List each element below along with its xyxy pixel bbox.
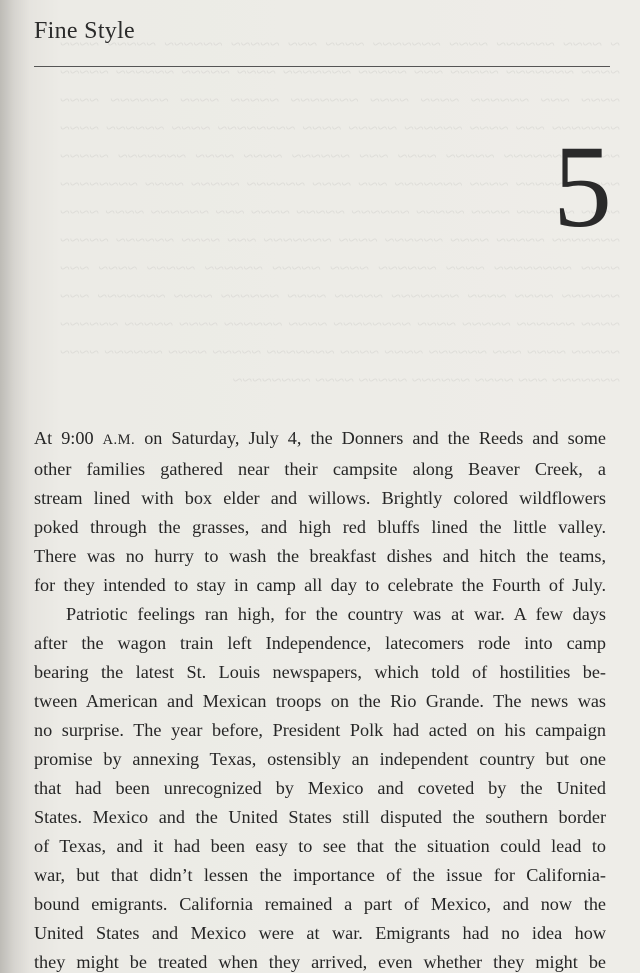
text-line: promise by annexing Texas, ostensibly an independent country but one [34, 749, 606, 769]
bleed-through-text: ~ ~~~~ ~~~~~~ ~~~~ ~~~~~~~ ~~~~ ~~~ ~~~~~ ~~~~~~ ~~~~~ ~~~~ ~~~~ ~~~~~~~ ~~~~~ ~~~ ~~~~~ ~~~~~~~ ~~~~ ~~~~~ ~~~~~~ ~~~~~ ~~~~ ~~~ ~~~~~~ ~~~~ ~~~~ ~~~~~~~ ~~~~~ ~~~~ ~~~~~~ ~~~~ ~~~~~~~ ~~~ ~~~~ ~~~~~~ ~~~~~ ~~~~ ~~~~~~~~ ~~~~ ~~~~~~ ~~~~ ~~~~~ ~~~~~~ ~~~~~ ~~~~ ~~~ ~~~~~~ ~~~~ ~~~~ ~~~~~~~ ~~~~~ ~~~~ ~~~~~~ ~~~~ ~~~~~~~ ~~~ ~~~~ ~~~~~~ ~~~~~ ~~~~ ~~~~~~~~ ~~~~ ~~~~~~ ~~~~ ~~~~~ ~~~~~~ ~~~~~ ~~~~ ~~~ ~~~~~~ ~~~~ ~~~~ ~~~~~~~ ~~~~~ ~~~~ ~~~~~~ ~~~~ ~~~~~~~ ~~~ ~~~~ ~~~~~~ ~~~~~ ~~~~ ~~~~~~~~ ~~~~ ~~~~~~ ~~~~ ~~~~~ ~~~~~~ ~~~~~ ~~~~ ~~~ ~~~~~~ ~~~~ ~~~~ ~~~~~~~ ~~~~~ ~~~~ ~~~~~~ ~~~~ ~~~~~~~ ~~~ ~~~~ ~~~~~~ ~~~~~ ~~~~ ~~~~~~~~ ~~~~ ~~~~~~ ~~~~ ~~~~~ ~~~~~~ ~~~~~ ~~~~ ~~~ ~~~~~~ ~~~~ ~~~~ ~~~~~~~ ~~~~~ ~~~~ ~~~~~~ ~~~~ ~~~~~~~ ~~~ ~~~~ ~~~~~~ ~~~~~ ~~~~ ~~~~~~~~ [60, 34, 620, 390]
header-rule [34, 66, 610, 67]
text-line: At 9:00 A.M. on Saturday, July 4, the Donners and the Reeds and some [34, 428, 606, 448]
text-line: they might be treated when they arrived, even whether they might be [34, 952, 606, 972]
text-line: that had been unrecognized by Mexico and coveted by the United [34, 778, 606, 798]
text-line: There was no hurry to wash the breakfast dishes and hitch the teams, [34, 546, 606, 566]
text-line: bearing the latest St. Louis newspapers, which told of hostilities be- [34, 662, 606, 682]
text-line: for they intended to stay in camp all day to celebrate the Fourth of July. [34, 575, 606, 595]
text-line: of Texas, and it had been easy to see that the situation could lead to [34, 836, 606, 856]
text-line: bound emigrants. California remained a part of Mexico, and now the [34, 894, 606, 914]
text-line: no surprise. The year before, President Polk had acted on his campaign [34, 720, 606, 740]
text-line: Patriotic feelings ran high, for the country was at war. A few days [66, 604, 606, 624]
paragraph [34, 600, 606, 973]
text-line: United States and Mexico were at war. Emigrants had no idea how [34, 923, 606, 943]
body-text [34, 424, 606, 973]
paragraph [34, 424, 606, 600]
chapter-number: 5 [553, 121, 612, 252]
text-line: other families gathered near their campsite along Beaver Creek, a [34, 459, 606, 479]
text-line: after the wagon train left Independence, latecomers rode into camp [34, 633, 606, 653]
text-line: poked through the grasses, and high red bluffs lined the little valley. [34, 517, 606, 537]
text-line: stream lined with box elder and willows. Brightly colored wildflowers [34, 488, 606, 508]
text-line: tween American and Mexican troops on the Rio Grande. The news was [34, 691, 606, 711]
text-line: States. Mexico and the United States still disputed the southern border [34, 807, 606, 827]
text-line: war, but that didn’t lessen the importance of the issue for California- [34, 865, 606, 885]
running-header: Fine Style [34, 18, 136, 44]
